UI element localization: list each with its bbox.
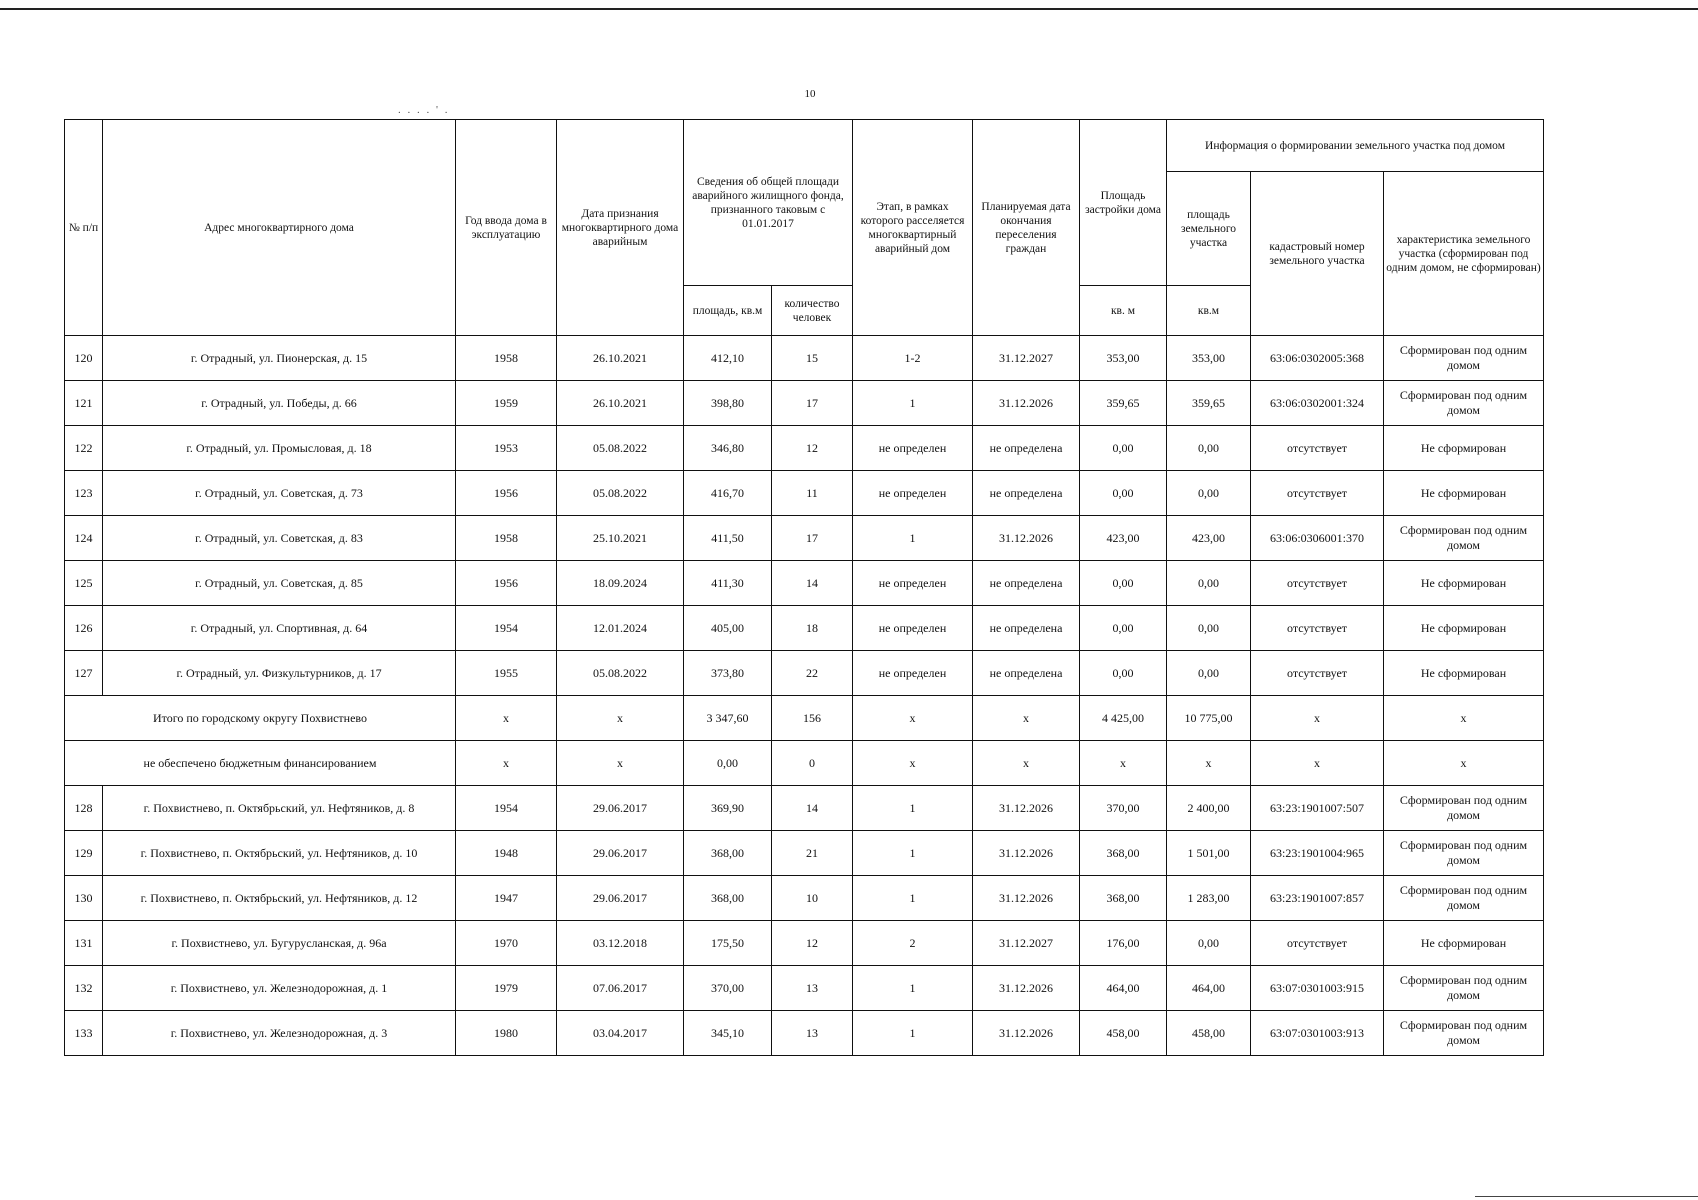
- area-cell: 368,00: [684, 876, 772, 921]
- header-area-sub: площадь, кв.м: [684, 286, 772, 336]
- row-number-cell: 125: [65, 561, 103, 606]
- planned-cell: x: [973, 696, 1080, 741]
- build-area-cell: 370,00: [1080, 786, 1167, 831]
- table-row: [65, 966, 1544, 1011]
- stage-cell: 1: [853, 786, 973, 831]
- year-cell: 1953: [456, 426, 557, 471]
- year-cell: 1956: [456, 561, 557, 606]
- cadastral-cell: 63:06:0302005:368: [1251, 336, 1384, 381]
- bottom-line: [1475, 1196, 1698, 1197]
- cadastral-cell: отсутствует: [1251, 606, 1384, 651]
- characteristic-cell: Не сформирован: [1384, 426, 1544, 471]
- build-area-cell: 176,00: [1080, 921, 1167, 966]
- resettlement-table: [64, 119, 1544, 1056]
- address-cell: г. Похвистнево, п. Октябрьский, ул. Нефтяников, д. 8: [103, 786, 456, 831]
- build-area-cell: 368,00: [1080, 831, 1167, 876]
- date-cell: 29.06.2017: [557, 831, 684, 876]
- header-date-recognized: Дата признания многоквартирного дома аварийным: [557, 120, 684, 336]
- area-cell: 345,10: [684, 1011, 772, 1056]
- year-cell: x: [456, 696, 557, 741]
- area-cell: 373,80: [684, 651, 772, 696]
- cadastral-cell: x: [1251, 696, 1384, 741]
- cadastral-cell: отсутствует: [1251, 921, 1384, 966]
- stage-cell: 1-2: [853, 336, 973, 381]
- land-area-cell: 464,00: [1167, 966, 1251, 1011]
- land-area-cell: 0,00: [1167, 606, 1251, 651]
- characteristic-cell: x: [1384, 696, 1544, 741]
- header-land-area-unit: кв.м: [1167, 286, 1251, 336]
- planned-cell: 31.12.2026: [973, 786, 1080, 831]
- year-cell: 1959: [456, 381, 557, 426]
- table-row: [65, 381, 1544, 426]
- land-area-cell: 0,00: [1167, 651, 1251, 696]
- table-row: [65, 786, 1544, 831]
- row-number-cell: 128: [65, 786, 103, 831]
- header-year: Год ввода дома в эксплуатацию: [456, 120, 557, 336]
- build-area-cell: 4 425,00: [1080, 696, 1167, 741]
- address-cell: г. Похвистнево, ул. Железнодорожная, д. 1: [103, 966, 456, 1011]
- header-address: Адрес многоквартирного дома: [103, 120, 456, 336]
- land-area-cell: 0,00: [1167, 426, 1251, 471]
- year-cell: 1958: [456, 516, 557, 561]
- area-cell: 398,80: [684, 381, 772, 426]
- table-row: [65, 921, 1544, 966]
- header-build-area-unit: кв. м: [1080, 286, 1167, 336]
- header-land-info: Информация о формировании земельного участка под домом: [1167, 120, 1544, 172]
- header-area-info: Сведения об общей площади аварийного жилищного фонда, признанного таковым с 01.01.2017: [684, 120, 853, 286]
- planned-cell: не определена: [973, 651, 1080, 696]
- build-area-cell: 458,00: [1080, 1011, 1167, 1056]
- table-row: [65, 606, 1544, 651]
- build-area-cell: 0,00: [1080, 426, 1167, 471]
- planned-cell: 31.12.2026: [973, 831, 1080, 876]
- header-stage: Этап, в рамках которого расселяется многоквартирный аварийный дом: [853, 120, 973, 336]
- area-cell: 412,10: [684, 336, 772, 381]
- area-cell: 416,70: [684, 471, 772, 516]
- date-cell: 05.08.2022: [557, 651, 684, 696]
- table-header: [65, 120, 1544, 336]
- year-cell: 1955: [456, 651, 557, 696]
- row-number-cell: 122: [65, 426, 103, 471]
- year-cell: 1980: [456, 1011, 557, 1056]
- land-area-cell: 458,00: [1167, 1011, 1251, 1056]
- characteristic-cell: Сформирован под одним домом: [1384, 381, 1544, 426]
- area-cell: 368,00: [684, 831, 772, 876]
- people-cell: 12: [772, 921, 853, 966]
- address-cell: г. Похвистнево, п. Октябрьский, ул. Нефтяников, д. 10: [103, 831, 456, 876]
- land-area-cell: 0,00: [1167, 921, 1251, 966]
- people-cell: 21: [772, 831, 853, 876]
- year-cell: 1956: [456, 471, 557, 516]
- people-cell: 14: [772, 786, 853, 831]
- cadastral-cell: отсутствует: [1251, 561, 1384, 606]
- table-row: [65, 561, 1544, 606]
- planned-cell: 31.12.2026: [973, 966, 1080, 1011]
- people-cell: 15: [772, 336, 853, 381]
- address-cell: г. Похвистнево, ул. Бугурусланская, д. 96а: [103, 921, 456, 966]
- characteristic-cell: Сформирован под одним домом: [1384, 516, 1544, 561]
- characteristic-cell: Не сформирован: [1384, 651, 1544, 696]
- row-number-cell: 130: [65, 876, 103, 921]
- stage-cell: 1: [853, 381, 973, 426]
- land-area-cell: 1 501,00: [1167, 831, 1251, 876]
- year-cell: 1970: [456, 921, 557, 966]
- row-number-cell: 120: [65, 336, 103, 381]
- top-border-line: [0, 8, 1698, 10]
- cadastral-cell: 63:23:1901004:965: [1251, 831, 1384, 876]
- table-row: [65, 516, 1544, 561]
- area-cell: 405,00: [684, 606, 772, 651]
- total-label-cell: Итого по городскому округу Похвистнево: [65, 696, 456, 741]
- area-cell: 369,90: [684, 786, 772, 831]
- row-number-cell: 124: [65, 516, 103, 561]
- people-cell: 17: [772, 381, 853, 426]
- date-cell: 29.06.2017: [557, 876, 684, 921]
- area-cell: 411,50: [684, 516, 772, 561]
- build-area-cell: 423,00: [1080, 516, 1167, 561]
- year-cell: 1947: [456, 876, 557, 921]
- stage-cell: 1: [853, 831, 973, 876]
- build-area-cell: 0,00: [1080, 561, 1167, 606]
- land-area-cell: 2 400,00: [1167, 786, 1251, 831]
- build-area-cell: 0,00: [1080, 651, 1167, 696]
- table-body: [65, 336, 1544, 1056]
- stage-cell: 1: [853, 516, 973, 561]
- characteristic-cell: Сформирован под одним домом: [1384, 1011, 1544, 1056]
- page-number: 10: [804, 88, 816, 100]
- stage-cell: x: [853, 741, 973, 786]
- stage-cell: x: [853, 696, 973, 741]
- table-row: [65, 1011, 1544, 1056]
- address-cell: г. Отрадный, ул. Спортивная, д. 64: [103, 606, 456, 651]
- year-cell: 1954: [456, 606, 557, 651]
- people-cell: 13: [772, 966, 853, 1011]
- stage-cell: не определен: [853, 651, 973, 696]
- date-cell: 03.12.2018: [557, 921, 684, 966]
- people-cell: 10: [772, 876, 853, 921]
- date-cell: 03.04.2017: [557, 1011, 684, 1056]
- header-people-sub: количество человек: [772, 286, 853, 336]
- header-num: № п/п: [65, 120, 103, 336]
- row-number-cell: 132: [65, 966, 103, 1011]
- stage-cell: 1: [853, 966, 973, 1011]
- date-cell: 18.09.2024: [557, 561, 684, 606]
- characteristic-cell: Сформирован под одним домом: [1384, 966, 1544, 1011]
- build-area-cell: x: [1080, 741, 1167, 786]
- stage-cell: не определен: [853, 561, 973, 606]
- date-cell: 26.10.2021: [557, 336, 684, 381]
- cadastral-cell: x: [1251, 741, 1384, 786]
- year-cell: 1958: [456, 336, 557, 381]
- build-area-cell: 464,00: [1080, 966, 1167, 1011]
- row-number-cell: 123: [65, 471, 103, 516]
- planned-cell: 31.12.2026: [973, 876, 1080, 921]
- people-cell: 12: [772, 426, 853, 471]
- cadastral-cell: отсутствует: [1251, 426, 1384, 471]
- land-area-cell: 359,65: [1167, 381, 1251, 426]
- header-cadastral: кадастровый номер земельного участка: [1251, 172, 1384, 336]
- date-cell: 25.10.2021: [557, 516, 684, 561]
- address-cell: г. Отрадный, ул. Советская, д. 85: [103, 561, 456, 606]
- people-cell: 17: [772, 516, 853, 561]
- date-cell: 07.06.2017: [557, 966, 684, 1011]
- address-cell: г. Похвистнево, п. Октябрьский, ул. Нефтяников, д. 12: [103, 876, 456, 921]
- planned-cell: x: [973, 741, 1080, 786]
- planned-cell: 31.12.2026: [973, 381, 1080, 426]
- table-row: [65, 336, 1544, 381]
- cadastral-cell: 63:07:0301003:913: [1251, 1011, 1384, 1056]
- stage-cell: 1: [853, 1011, 973, 1056]
- land-area-cell: 0,00: [1167, 561, 1251, 606]
- characteristic-cell: Не сформирован: [1384, 471, 1544, 516]
- land-area-cell: 423,00: [1167, 516, 1251, 561]
- header-build-area: Площадь застройки дома: [1080, 120, 1167, 286]
- year-cell: 1954: [456, 786, 557, 831]
- row-number-cell: 133: [65, 1011, 103, 1056]
- date-cell: 12.01.2024: [557, 606, 684, 651]
- people-cell: 0: [772, 741, 853, 786]
- planned-cell: не определена: [973, 606, 1080, 651]
- table-row: [65, 876, 1544, 921]
- year-cell: x: [456, 741, 557, 786]
- build-area-cell: 0,00: [1080, 471, 1167, 516]
- land-area-cell: x: [1167, 741, 1251, 786]
- characteristic-cell: Сформирован под одним домом: [1384, 876, 1544, 921]
- area-cell: 411,30: [684, 561, 772, 606]
- date-cell: 29.06.2017: [557, 786, 684, 831]
- build-area-cell: 359,65: [1080, 381, 1167, 426]
- stage-cell: не определен: [853, 426, 973, 471]
- stage-cell: не определен: [853, 471, 973, 516]
- table-row: [65, 651, 1544, 696]
- date-cell: x: [557, 741, 684, 786]
- characteristic-cell: Сформирован под одним домом: [1384, 336, 1544, 381]
- table-row: [65, 471, 1544, 516]
- area-cell: 346,80: [684, 426, 772, 471]
- year-cell: 1948: [456, 831, 557, 876]
- land-area-cell: 10 775,00: [1167, 696, 1251, 741]
- cadastral-cell: 63:06:0306001:370: [1251, 516, 1384, 561]
- address-cell: г. Отрадный, ул. Победы, д. 66: [103, 381, 456, 426]
- planned-cell: 31.12.2026: [973, 516, 1080, 561]
- cadastral-cell: 63:06:0302001:324: [1251, 381, 1384, 426]
- land-area-cell: 0,00: [1167, 471, 1251, 516]
- header-planned-date: Планируемая дата окончания переселения граждан: [973, 120, 1080, 336]
- row-number-cell: 129: [65, 831, 103, 876]
- people-cell: 11: [772, 471, 853, 516]
- date-cell: 05.08.2022: [557, 471, 684, 516]
- cadastral-cell: 63:23:1901007:507: [1251, 786, 1384, 831]
- characteristic-cell: Сформирован под одним домом: [1384, 831, 1544, 876]
- cadastral-cell: 63:23:1901007:857: [1251, 876, 1384, 921]
- people-cell: 13: [772, 1011, 853, 1056]
- row-number-cell: 127: [65, 651, 103, 696]
- people-cell: 14: [772, 561, 853, 606]
- planned-cell: не определена: [973, 471, 1080, 516]
- characteristic-cell: Сформирован под одним домом: [1384, 786, 1544, 831]
- table-row: [65, 426, 1544, 471]
- row-number-cell: 126: [65, 606, 103, 651]
- area-cell: 370,00: [684, 966, 772, 1011]
- cadastral-cell: отсутствует: [1251, 471, 1384, 516]
- area-cell: 3 347,60: [684, 696, 772, 741]
- build-area-cell: 368,00: [1080, 876, 1167, 921]
- total-label-cell: не обеспечено бюджетным финансированием: [65, 741, 456, 786]
- year-cell: 1979: [456, 966, 557, 1011]
- stage-cell: не определен: [853, 606, 973, 651]
- stage-cell: 1: [853, 876, 973, 921]
- planned-cell: 31.12.2027: [973, 336, 1080, 381]
- date-cell: 05.08.2022: [557, 426, 684, 471]
- characteristic-cell: Не сформирован: [1384, 606, 1544, 651]
- total-row: [65, 696, 1544, 741]
- characteristic-cell: x: [1384, 741, 1544, 786]
- area-cell: 0,00: [684, 741, 772, 786]
- people-cell: 18: [772, 606, 853, 651]
- planned-cell: не определена: [973, 426, 1080, 471]
- date-cell: x: [557, 696, 684, 741]
- date-cell: 26.10.2021: [557, 381, 684, 426]
- address-cell: г. Отрадный, ул. Промысловая, д. 18: [103, 426, 456, 471]
- header-land-area: площадь земельного участка: [1167, 172, 1251, 286]
- address-cell: г. Похвистнево, ул. Железнодорожная, д. 3: [103, 1011, 456, 1056]
- row-number-cell: 131: [65, 921, 103, 966]
- address-cell: г. Отрадный, ул. Физкультурников, д. 17: [103, 651, 456, 696]
- people-cell: 22: [772, 651, 853, 696]
- area-cell: 175,50: [684, 921, 772, 966]
- address-cell: г. Отрадный, ул. Советская, д. 83: [103, 516, 456, 561]
- planned-cell: 31.12.2027: [973, 921, 1080, 966]
- total-row: [65, 741, 1544, 786]
- table-row: [65, 831, 1544, 876]
- header-characteristic: характеристика земельного участка (сформирован под одним домом, не сформирован): [1384, 172, 1544, 336]
- people-cell: 156: [772, 696, 853, 741]
- build-area-cell: 0,00: [1080, 606, 1167, 651]
- planned-cell: 31.12.2026: [973, 1011, 1080, 1056]
- land-area-cell: 1 283,00: [1167, 876, 1251, 921]
- build-area-cell: 353,00: [1080, 336, 1167, 381]
- characteristic-cell: Не сформирован: [1384, 561, 1544, 606]
- address-cell: г. Отрадный, ул. Пионерская, д. 15: [103, 336, 456, 381]
- planned-cell: не определена: [973, 561, 1080, 606]
- cadastral-cell: отсутствует: [1251, 651, 1384, 696]
- stage-cell: 2: [853, 921, 973, 966]
- characteristic-cell: Не сформирован: [1384, 921, 1544, 966]
- land-area-cell: 353,00: [1167, 336, 1251, 381]
- row-number-cell: 121: [65, 381, 103, 426]
- cadastral-cell: 63:07:0301003:915: [1251, 966, 1384, 1011]
- address-cell: г. Отрадный, ул. Советская, д. 73: [103, 471, 456, 516]
- scan-marks: . . . . ' .: [398, 104, 450, 116]
